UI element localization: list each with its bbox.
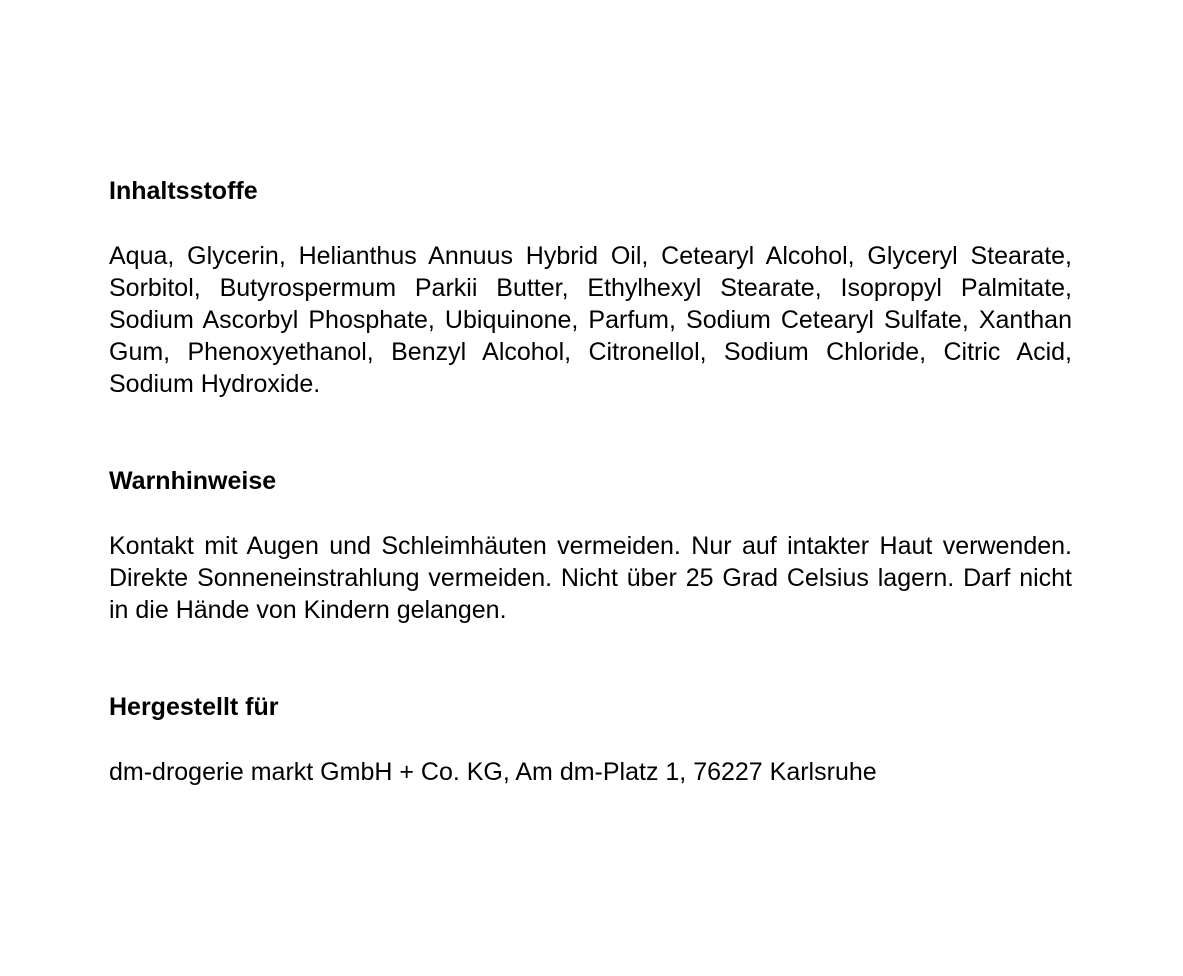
manufacturer-heading: Hergestellt für — [109, 693, 279, 721]
manufacturer-section — [109, 691, 1072, 788]
ingredients-heading: Inhaltsstoffe — [109, 177, 258, 205]
warnings-text: Kontakt mit Augen und Schleimhäuten vermeiden. Nur auf intakter Haut verwenden. Direkte Sonneneinstrahlung vermeiden. Nicht über 25 Grad Celsius lagern. Darf nicht in die Hände von Kindern gelangen. — [109, 532, 1072, 624]
ingredients-text: Aqua, Glycerin, Helianthus Annuus Hybrid Oil, Cetearyl Alcohol, Glyceryl Stearate, Sorbitol, Butyrospermum Parkii Butter, Ethylhexyl Stearate, Isopropyl Palmitate, Sodium Ascorbyl Phosphate, Ubiquinone, Parfum, Sodium Cetearyl Sulfate, Xanthan Gum, Phenoxyethanol, Benzyl Alcohol, Citronellol, Sodium Chloride, Citric Acid, Sodium Hydroxide. — [109, 242, 1072, 398]
warnings-section — [109, 465, 1072, 626]
manufacturer-text: dm-drogerie markt GmbH + Co. KG, Am dm-Platz 1, 76227 Karlsruhe — [109, 758, 877, 786]
warnings-heading: Warnhinweise — [109, 467, 277, 495]
ingredients-section — [109, 175, 1072, 400]
product-info-document — [109, 175, 1072, 788]
